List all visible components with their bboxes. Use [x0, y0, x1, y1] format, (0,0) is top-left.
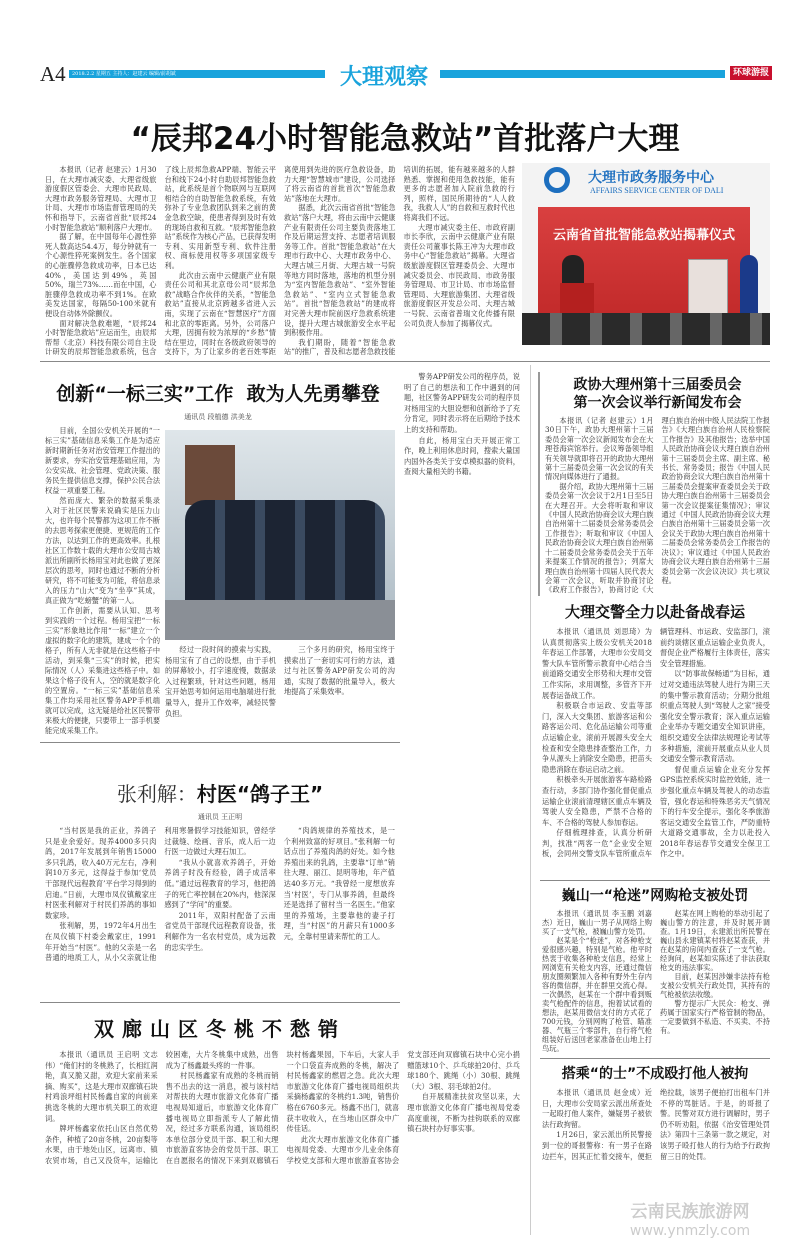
- paragraph: 工作创新，需要从认知、思考到实践的一个过程。杨用宝把“一标三实”形象地比作用“一标”建立一个虚拟的数字化的建筑，建成一个个的格子，所有人无非就是在这些格子中活动，到采集“三实”的时候，把实际情况（人）采集进这些格子中。如果这个格子没有人，空的就是数字化的空置房。“一标三实”基础信息采集工作均采用社区警务APP手机端就可以完成，这无疑是给社区民警带来极大的便捷，只要带上一部手机要能完成采集工作。: [45, 606, 161, 735]
- office-cabinet: [185, 445, 235, 505]
- q-logo-icon: [544, 167, 570, 193]
- paragraph: 警务APP研发公司的程序员，说明了自己的想法和工作中遇到的问题，社区警务APP研发公司的程序员对杨用宝的大胆设想和创新给予了充分肯定，同时表示将在后期给予技术上的支持和帮助。: [404, 372, 520, 434]
- article1-body: [45, 165, 515, 358]
- watermark-line2: www.ynmzly.com: [629, 1223, 751, 1239]
- paragraph: 赵某在网上购枪的举动引起了巍山警方的注意，并及时展开调查。1月19日，永建派出所民警在巍山县永建镇某村将赵某查获，并在赵某的房间内查获了一支气枪。经询问，赵某如实陈述了非法获取枪支的违法事实。: [660, 909, 770, 972]
- paragraph: 积极联合市运政、安监等部门，深入大交集团、旅游客运和公路客运公司、危化品运输公司等重点运输企业，滚前开展源头安全大检查和安全隐患排查整治工作，力争从源头上消除安全隐患，把苗头隐患消除在春运启动之前。: [542, 701, 652, 774]
- headline-prefix: 张利解：: [116, 782, 197, 806]
- paragraph: “当村医是我的正业，养鸽子只是业余爱好。现养4000多只肉鸽，2017年发展到年销售15000多只乳鸽，收入40万元左右，净利润10万多元，这得益于参加‘党员干部现代远程教育’平台学习得到的启迪。”日前，大理市凤仪镇戴家庄村医张利解对于村民们养鸽的事如数家珍。: [45, 826, 157, 920]
- section-title: 大理观察: [340, 65, 429, 90]
- paragraph: 村民杨鑫家有成熟的冬桃而销售不出去的这一消息，被与该村结对帮扶的大理市旅游文化体育广播电视局知道后，市旅游文化体育广播电视局立即指派专人了解此情况，经过多方联系沟通，该局组织本单位部分党员干部、职工和大理市旅游直客协会的党员干部、职工在自愿报名的情况下来到双廊镇石块村杨鑫果园，下车后，大家人手一个口袋直奔成熟的冬桃，解决了村民杨鑫家的燃眉之急。此次大理市旅游文化体育广播电视局组织共采摘杨鑫家的冬桃约1.3吨，销售价格在6760多元。杨鑫不出门，就喜获丰收收入，在当地山区群众中广传佳话。: [165, 1050, 400, 1165]
- main-headline: “辰邦24小时智能急救站”首批落户大理: [130, 121, 680, 157]
- column-divider: [530, 365, 531, 1235]
- paragraph: 本报讯（通讯员 刘思琦）为认真贯彻落实上级公安机关2018年春运工作部署，大理市公安局交警大队车管所警示教育中心结合当前道路交通安全形势和大理市交管工作实际，求用调整，多管齐下开展春运备战工作。: [542, 627, 652, 700]
- paragraph: 积极牵头开展旅游客车路检路查行动，多部门协作强化督促重点运输企业滚前清理辖区重点车辆及驾驶人安全隐患，严禁不合格的车、不合格的驾驶人参加春运。: [542, 775, 652, 827]
- article2-headline: 创新“一标三实”工作 敢为人先勇攀登: [56, 383, 380, 405]
- paragraph: 本报讯（记者 赵建云）1月30日，在大理市减灾委、大理省级旅游度假区管委会、大理市民政局、大理市政务服务管理局、大理市卫计局、大理市市场监督管理局的关怀和指导下，云南省首批“辰邦24小时智能急救站”顺利落户大理市。: [45, 165, 157, 232]
- masthead: [40, 62, 770, 90]
- article2-body-left: [45, 426, 160, 738]
- article8-headline: 搭乘“的士”不成殴打他人被拘: [561, 1066, 749, 1082]
- divider: [40, 1002, 400, 1003]
- paragraph: “我从小就喜欢养鸽子，开始养鸽子时没有经验，鸽子成活率低。”通过远程教育的学习，他把鸽子的死亡率控制在20%内，他深深感到了“学问”的重要。: [164, 857, 276, 910]
- paragraph: 警方提示广大民众：枪支、弹药属于国家实行严格管制的物品，一定要做到不私造、不买卖、不持有。: [660, 999, 770, 1035]
- article2-photo: [165, 430, 395, 640]
- paragraph: 面对解决急救难题，“辰邦24小时智能急救站”应运而生，由辰邦帮帮（北京）科技有限公司自主设计研发的辰邦智能急救系统，包含了线上辰邦急救APP端、智能云平台和线下24小时自助辰邦智能急救站，此系统是首个物联网与互联网相结合的自助智能急救系统，有效弥补了专业急救团队到来之前的黄金急救空缺，使患者得到及时有效的现场自救和互救。“辰邦智能急救站”系统作为核心产品，已获得发明专利、实用新型专利、软件注册权、商标使用权等多项国家级专利。: [45, 165, 276, 357]
- paragraph: 目前，赵某因涉嫌非法持有枪支被公安机关行政处罚，其持有的气枪被依法收缴。: [660, 972, 770, 999]
- divider: [40, 361, 770, 362]
- article7-headline: 巍山一“枪迷”网购枪支被处罚: [561, 888, 749, 904]
- paragraph: 目前，全国公安机关开展的“一标三实”基础信息采集工作是为适应新时期新任务对治安管理工作提出的新要求，夯实治安管理基础应用，为公安实战、社会管理、党政决策、服务民生提供信息支撑，保护公民合法权益一项重要工程。: [45, 426, 161, 495]
- paragraph: 以“防事故保畅通”为目标，通过对交通违法驾驶人进行为期三天的集中警示教育活动；分期分批组织重点驾驶人到“驾驶人之家”接受强化安全警示教育；深入重点运输企业举办专题交通安全知识讲座，组织交通安全法律法规理论考试等多种措施，滚前开展重点从业人员交通安全警示教育活动。: [660, 669, 770, 764]
- paragraph: 此次由云南中云健康产业有限责任公司和其北京母公司“辰邦急救”战略合作伙伴的关系，“智能急救站”直接从北京跨越多省进入云南，实现了云南在“智慧医疗”方面和北京的零距离。另外，公司落户大理，因拥有较为浓厚的“乡愁”情结在里边，同时在各级政府领导的支持下，为了让家乡的老百姓零距离使用到先进的医疗急救设备，助力大理“智慧城市”建设，公司选择了将云南省的首批首次“智能急救站”落地在大理市。: [164, 165, 396, 357]
- article6-headline: 大理交警全力以赴备战春运: [564, 603, 745, 621]
- paragraph: 据介绍，政协大理州第十三届委员会第一次会议于2月1日至5日在大理召开。大会将听取和审议《中国人民政治协商会议大理白族自治州第十二届委员会常务委员会工作报告》；听取和审议《中国人民政治协商会议大理白族自治州第十二届委员会常务委员会关于五年来提案工作情况的报告》；列席大理白族自治州第十四届人民代表大会第一次会议，听取并协商讨论《政府工作报告》，协商讨论《大理白族自治州中级人民法院工作报告》《大理白族自治州人民检察院工作报告》及其他报告；选举中国人民政治协商会议大理白族自治州第十三届委员会主席、副主席、秘书长、常务委员；报告《中国人民政治协商会议大理白族自治州第十三届委员会提案审查委员会关于政协大理白族自治州第十三届委员会第一次会议提案征集情况》；审议通过《中国人民政治协商会议大理白族自治州第十三届委员会第一次会议关于政协大理白族自治州第十二届委员会常务委员会工作报告的决议》；审议通过《中国人民政治协商会议大理白族自治州第十三届委员会第一次会议决议》共七项议程。: [545, 416, 770, 595]
- paragraph: 我们期盼，随着“智能急救站”的推广，普及和志愿者急救技能培训的拓展，能有越来越多的人群熟悉、掌握和使用急救技能，能有更多的志愿者加入院前急救的行列，照样，国民所期待的“人人救我，我救人人”的自救和互救时代也将离我们不远。: [284, 165, 515, 357]
- divider: [540, 880, 770, 881]
- article6-body: [542, 627, 770, 876]
- watermark: [600, 1202, 780, 1240]
- headline-main: 村医“鸽子王”: [196, 782, 324, 806]
- paragraph: 本报讯（记者 赵建云）1月30日下午，政协大理州第十三届委员会第一次会议新闻发布会在大理苍海宾馆举行。会议筹备领导组有关领导就即将召开的政协大理州第十三届委员会第一次会议的有关情况向媒体进行了通报。: [545, 416, 654, 482]
- article3-body-right: [404, 680, 520, 998]
- paragraph: 督促重点运输企业充分发挥GPS监控系统实时监控效能，进一步强化重点车辆及驾驶人的动态监管，强化春运和特殊恶劣天气情况下的行车安全提示，强化冬季旅游客运交通安全监管工作，严防重特大道路交通事故，全力以赴投入2018年春运春节交通安全保卫工作之中。: [660, 764, 770, 859]
- paragraph: 仔细梳理排查，认真分析研判，找准“两客一危”企业安全短板，会同州交警支队车管所重点车辆管理科、市运政、安监部门，滚前约谈辖区重点运输企业负责人，督促企业严格履行主体责任，落实安全管理措施。: [542, 627, 770, 859]
- paragraph: 赵某是个“枪迷”，对各种枪支爱很感兴趣，特别是气枪。他平时热衷于收集各种枪支信息，经常上网浏览有关枪支内容，还通过微信朋友圈频繁加入各种有野外生存内容的微信群，并在群里交流心得。一次偶然，赵某在一个群中看到贩卖气枪配件的信息，抱着试试看的想法，赵某用微信支付的方式花了700元钱，分别网购了枪管、瞄准器、气瓶三个零部件，自行将气枪组装好后送回老家准备在山地上打鸟玩。: [542, 936, 652, 1053]
- speaker-right: [740, 255, 758, 321]
- article2-byline: 通讯员 段植德 洪美龙: [184, 413, 252, 421]
- article4-headline: 双廊山区冬桃不愁销: [94, 1017, 346, 1041]
- audience: [522, 313, 770, 345]
- issue-info: 2018.2.2 星期五 主持人：赵建云 编辑/前胡斌: [72, 71, 176, 77]
- paragraph: 本报讯（通讯员 李玉鹏 刘嘉杰）近日，巍山一男子从网络上购买了一支气枪，被巍山警方处罚。: [542, 909, 652, 936]
- paragraph: 牌坪杨鑫家依托山区自然优势条件，种植了20亩冬桃，20亩梨等水果，由于地处山区，远离市、镇农贸市场，自己又没货车，运输比较困难，大片冬桃集中成熟，出售成为了杨鑫最头疼的一件事。: [45, 1050, 279, 1165]
- paragraph: 自开展精准扶贫攻坚以来，大理市旅游文化体育广播电视局党委高度重视，不断为挂钩联系的双廊镇石块村办好事实事。: [407, 1092, 520, 1134]
- paragraph: 经过一段时间的摸索与实践，杨用宝有了自己的设想，由于手机的屏幕较小，打字速度慢，数据录入过程繁琐，针对这些问题，杨用宝开始思考如何运用电脑端进行批量导入，提升工作效率，减轻民警负担。: [165, 645, 276, 718]
- divider: [40, 742, 400, 743]
- paragraph: 据悉，此次云南省首批“智能急救站”落户大理，将由云南中云健康产业有限责任公司主要负责落地工作及后期运营支持、志愿者培训服务等工作。首批“智能急救站”在大理市行政中心、大理市政务中心、大理古城三月街、大理古城一号院等地方同时落地，落地的机型分别为“室内智能急救站”、“室外智能急救站”、“室内立式智能急救站”。首批“智能急救站”的建成将对完善大理市院前医疗急救系统建设，提升大理古城旅游安全水平起到积极作用。: [284, 203, 396, 338]
- logo-text-cn: 大理市政务服务中心: [588, 170, 714, 186]
- article5-body: [545, 416, 770, 596]
- accent-bar-right: [440, 70, 725, 78]
- paragraph: 据了解，在中国每年心源性猝死人数高达54.4万，每分钟就有一个心源性猝死案例发生。各个国家的心脏骤停急救成功率，日本已达40%，美国达到49%，英国50%，瑞兰73%……而在中国，心脏骤停急救成功率不到1%。在欧美发达国家，每隔50-100米就有便设自动体外除颤仪。: [45, 232, 157, 318]
- paragraph: 张利解，男，1972年4月出生在凤仪镇下村委会戴家庄，1991年开始当“村医”。他的父亲是一名普通的地质工人，从小父亲就让他利用寒暑假学习技能知识，曾经学过裁缝、绘画、音乐，成人后一边行医一边做过大理石加工。: [45, 826, 276, 963]
- article4-body: [45, 1050, 520, 1235]
- article3-body: [45, 826, 395, 998]
- paragraph: 大理市减灾委主任、市政府副市长李欣，云南中云健康产业有限责任公司董事长陈王冲为大理市政务中心“智能急救站”揭幕。大理省级旅游度假区管理委员会、大理市减灾委员会、市民政局、市政务服务管理局、市卫计局、市市场监督管理局、大理旅游集团、大理省级旅游度假区开发总公司、大理古城一号院、云南省普瑞文化传播有限公司负责人参加了揭幕仪式。: [403, 222, 515, 328]
- article7-body: [542, 909, 770, 1055]
- article3-byline: 通讯员 王正明: [197, 813, 243, 821]
- divider: [540, 1058, 770, 1059]
- article3-headline: [40, 780, 400, 808]
- paragraph: 本报讯（通讯员 赵金成）近日，大理市公安局家云派出所查处一起殴打他人案件，嫌疑男子被依法行政拘留。: [542, 1088, 652, 1129]
- article2-body-right: [404, 372, 520, 672]
- paper-logo: 环球游报: [730, 66, 772, 80]
- page-number: A4: [40, 62, 66, 86]
- kiosk-image: [688, 259, 728, 314]
- banner-text: 云南省首批智能急救站揭幕仪式: [552, 228, 735, 243]
- article8-body: [542, 1088, 770, 1196]
- paragraph: 2011年，双阳村配备了云南省党员干部现代远程教育设备，张利解作为一名农村党员，成为远教的忠实学生。: [164, 910, 276, 952]
- logo-text-en: AFFAIRS SERVICE CENTER OF DALI: [590, 186, 724, 195]
- paragraph: “肉鸽规律的养殖技术，是一个利州致富的好项目。”张利解一句话点出了养殖肉鸽的好处。如今他养殖出来的乳鸽，主要靠“订单”销往大理、丽江、昆明等地，年产值达40多万元。“我曾经一度想放弃当‘村医’，专门从事养鸽，但最终还是选择了留村当一名医生。”他家里的养殖场，主要靠他的妻子打理，当“村医”的月薪只有1000多元，全靠村里请来帮忙的工人。: [283, 826, 395, 941]
- watermark-line1: 云南民族旅游网: [630, 1202, 750, 1222]
- paragraph: 此次大理市旅游文化体育广播电视局党委、大理市少儿业余体育学校党支部和大理市旅游直客协会党支部还向双廊镇石块中心完小捐赠篮球10个、乒乓球拍20付、乒乓球180个、跳绳（小）30根、跳绳（大）3根、羽毛球拍2付。: [286, 1050, 520, 1165]
- paragraph: 然而庞大、繁杂的数据采集录入对于社区民警来说确实是压力山大，也许每个民警都为这项工作不断的去思考探索更便捷、更规范的工作方法，以达到工作的更高效率。扎根社区工作数十载的大理市公安局古城派出所副所长杨用宝对此也做了更深层次的思考，同时也通过不断的分析研究，将不可能变为可能，将信息录入的压力“山大”变为“坐享”其成，真正做为“吃螃蟹”的第一人。: [45, 496, 161, 605]
- paragraph: 本报讯（通讯员 王启明 文志伟）“俺们村的冬桃熟了，长相红润艳，真又脆又甜，欢迎大家前来采摘、购买”，这是大理市双廊镇石块村鸡浪坪组村民杨鑫自家的向前来挑选冬桃的大理市机关职工的欢迎词。: [45, 1050, 158, 1123]
- article5-headline-line2: 第一次会议举行新闻发布会: [573, 395, 742, 411]
- paragraph: 自此，杨用宝白天开展正常工作，晚上利用休息时间，搜索大量国内国外各类关于安卓模拟器的资料，查阅大量相关的书籍。: [404, 435, 520, 477]
- desk: [165, 600, 395, 640]
- article1-photo: [522, 163, 770, 345]
- article5-headline-line1: 政协大理州第十三届委员会: [573, 377, 742, 393]
- article2-body-under: [165, 645, 395, 738]
- paragraph: 1月26日，家云派出所民警接到一位的哥报警称：有一男子在路边拦车，因其正忙着交接车，便拒绝拉载，该男子便拍打出租车门并不停的骂脏话。于是，的哥报了警。民警对双方进行调解时，男子仍不听劝阻，依据《治安管理处罚法》第四十三条第一款之规定，对该男子殴打他人的行为给予行政拘留三日的处罚。: [542, 1088, 770, 1161]
- paragraph: 三个多月的研究，杨用宝终于摸索出了一套切实可行的方法，通过与社区警务APP研发公司的沟通，实现了数据的批量导入，极大地提高了采集效率。: [284, 645, 395, 697]
